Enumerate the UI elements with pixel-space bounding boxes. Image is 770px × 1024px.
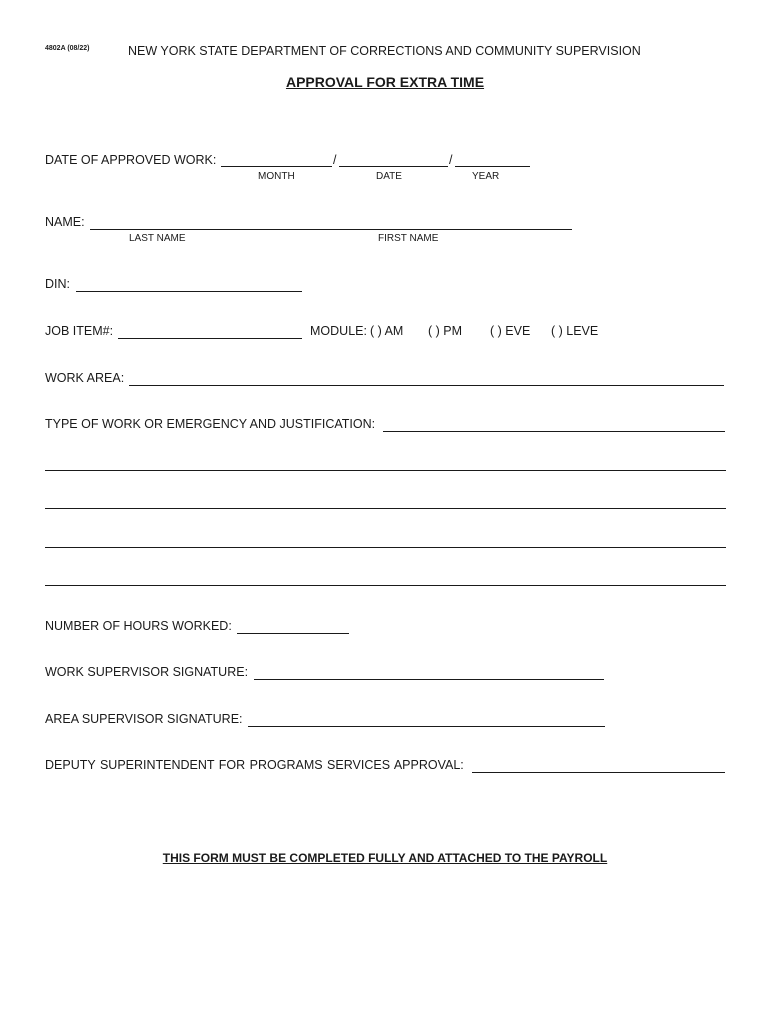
hours-field[interactable] <box>237 633 349 634</box>
type-of-work-field[interactable] <box>383 431 725 432</box>
form-title: APPROVAL FOR EXTRA TIME <box>285 74 485 90</box>
justification-line[interactable] <box>45 547 726 548</box>
area-supervisor-signature-field[interactable] <box>248 726 605 727</box>
work-supervisor-label: WORK SUPERVISOR SIGNATURE: <box>45 665 249 679</box>
form-id: 4802A (08/22) <box>45 45 90 52</box>
justification-line[interactable] <box>45 585 726 586</box>
deputy-approval-label: DEPUTY SUPERINTENDENT FOR PROGRAMS SERVICES APPROVAL: <box>45 758 464 772</box>
name-field[interactable] <box>90 229 572 230</box>
din-label: DIN: <box>45 277 70 291</box>
module-eve-checkbox[interactable]: ( ) EVE <box>490 324 531 338</box>
justification-line[interactable] <box>45 470 726 471</box>
module-am-checkbox[interactable]: ( ) AM <box>370 324 404 338</box>
first-name-caption: FIRST NAME <box>378 233 439 244</box>
type-of-work-label: TYPE OF WORK OR EMERGENCY AND JUSTIFICATION: <box>45 417 376 431</box>
module-leve-checkbox[interactable]: ( ) LEVE <box>551 324 599 338</box>
area-supervisor-label: AREA SUPERVISOR SIGNATURE: <box>45 712 243 726</box>
name-label: NAME: <box>45 215 85 229</box>
year-caption: YEAR <box>472 171 500 182</box>
date-caption: DATE <box>376 171 402 182</box>
justification-line[interactable] <box>45 508 726 509</box>
agency-name: NEW YORK STATE DEPARTMENT OF CORRECTIONS AND COMMUNITY SUPERVISION <box>128 44 641 58</box>
module-label: MODULE: <box>310 324 367 338</box>
month-caption: MONTH <box>258 171 295 182</box>
work-area-label: WORK AREA: <box>45 371 125 385</box>
footer-notice: THIS FORM MUST BE COMPLETED FULLY AND ATTACHED TO THE PAYROLL <box>162 851 608 865</box>
din-field[interactable] <box>76 291 302 292</box>
date-label: DATE OF APPROVED WORK: <box>45 153 217 167</box>
work-supervisor-signature-field[interactable] <box>254 679 604 680</box>
date-separator: / <box>449 153 453 167</box>
date-year-field[interactable] <box>455 166 530 167</box>
module-pm-checkbox[interactable]: ( ) PM <box>428 324 463 338</box>
last-name-caption: LAST NAME <box>129 233 186 244</box>
job-item-field[interactable] <box>118 338 302 339</box>
work-area-field[interactable] <box>129 385 724 386</box>
job-item-label: JOB ITEM#: <box>45 324 114 338</box>
date-separator: / <box>333 153 337 167</box>
date-month-field[interactable] <box>221 166 332 167</box>
hours-label: NUMBER OF HOURS WORKED: <box>45 619 232 633</box>
date-day-field[interactable] <box>339 166 448 167</box>
deputy-approval-signature-field[interactable] <box>472 772 725 773</box>
